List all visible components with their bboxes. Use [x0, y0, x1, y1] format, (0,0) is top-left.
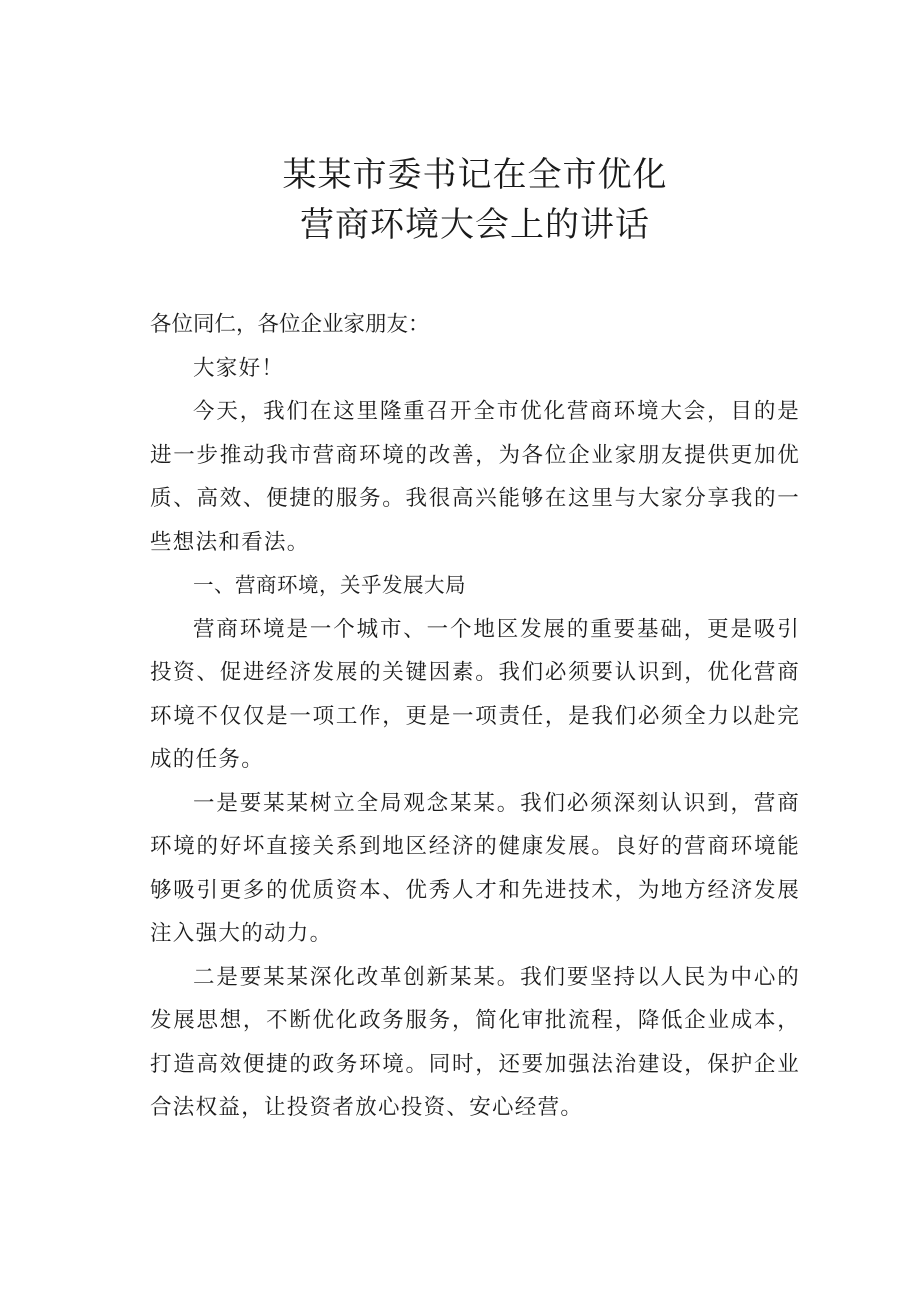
- document-title: [150, 150, 800, 250]
- intro-paragraph: 今天，我们在这里隆重召开全市优化营商环境大会，目的是进一步推动我市营商环境的改善，为各位企业家朋友提供更加优质、高效、便捷的服务。我很高兴能够在这里与大家分享我的一些想法和看法。: [150, 399, 800, 555]
- section-1-paragraph-1: 营商环境是一个城市、一个地区发展的重要基础，更是吸引投资、促进经济发展的关键因素。我们必须要认识到，优化营商环境不仅仅是一项工作，更是一项责任，是我们必须全力以赴完成的任务。: [150, 616, 800, 772]
- section-1-paragraph-2: 一是要某某树立全局观念某某。我们必须深刻认识到，营商环境的好坏直接关系到地区经济的健康发展。良好的营商环境能够吸引更多的优质资本、优秀人才和先进技术，为地方经济发展注入强大的动力。: [150, 790, 800, 946]
- title-line-2: 营商环境大会上的讲话: [300, 205, 650, 245]
- salutation: 各位同仁，各位企业家朋友：: [150, 312, 430, 337]
- section-heading-1: 一、营商环境，关乎发展大局: [193, 573, 467, 597]
- greeting: 大家好！: [193, 355, 285, 381]
- title-line-1: 某某市委书记在全市优化: [282, 155, 668, 195]
- section-1-paragraph-3: 二是要某某深化改革创新某某。我们要坚持以人民为中心的发展思想，不断优化政务服务，简化审批流程，降低企业成本，打造高效便捷的政务环境。同时，还要加强法治建设，保护企业合法权益，让投资者放心投资、安心经营。: [150, 964, 800, 1120]
- document-page: [150, 150, 800, 1130]
